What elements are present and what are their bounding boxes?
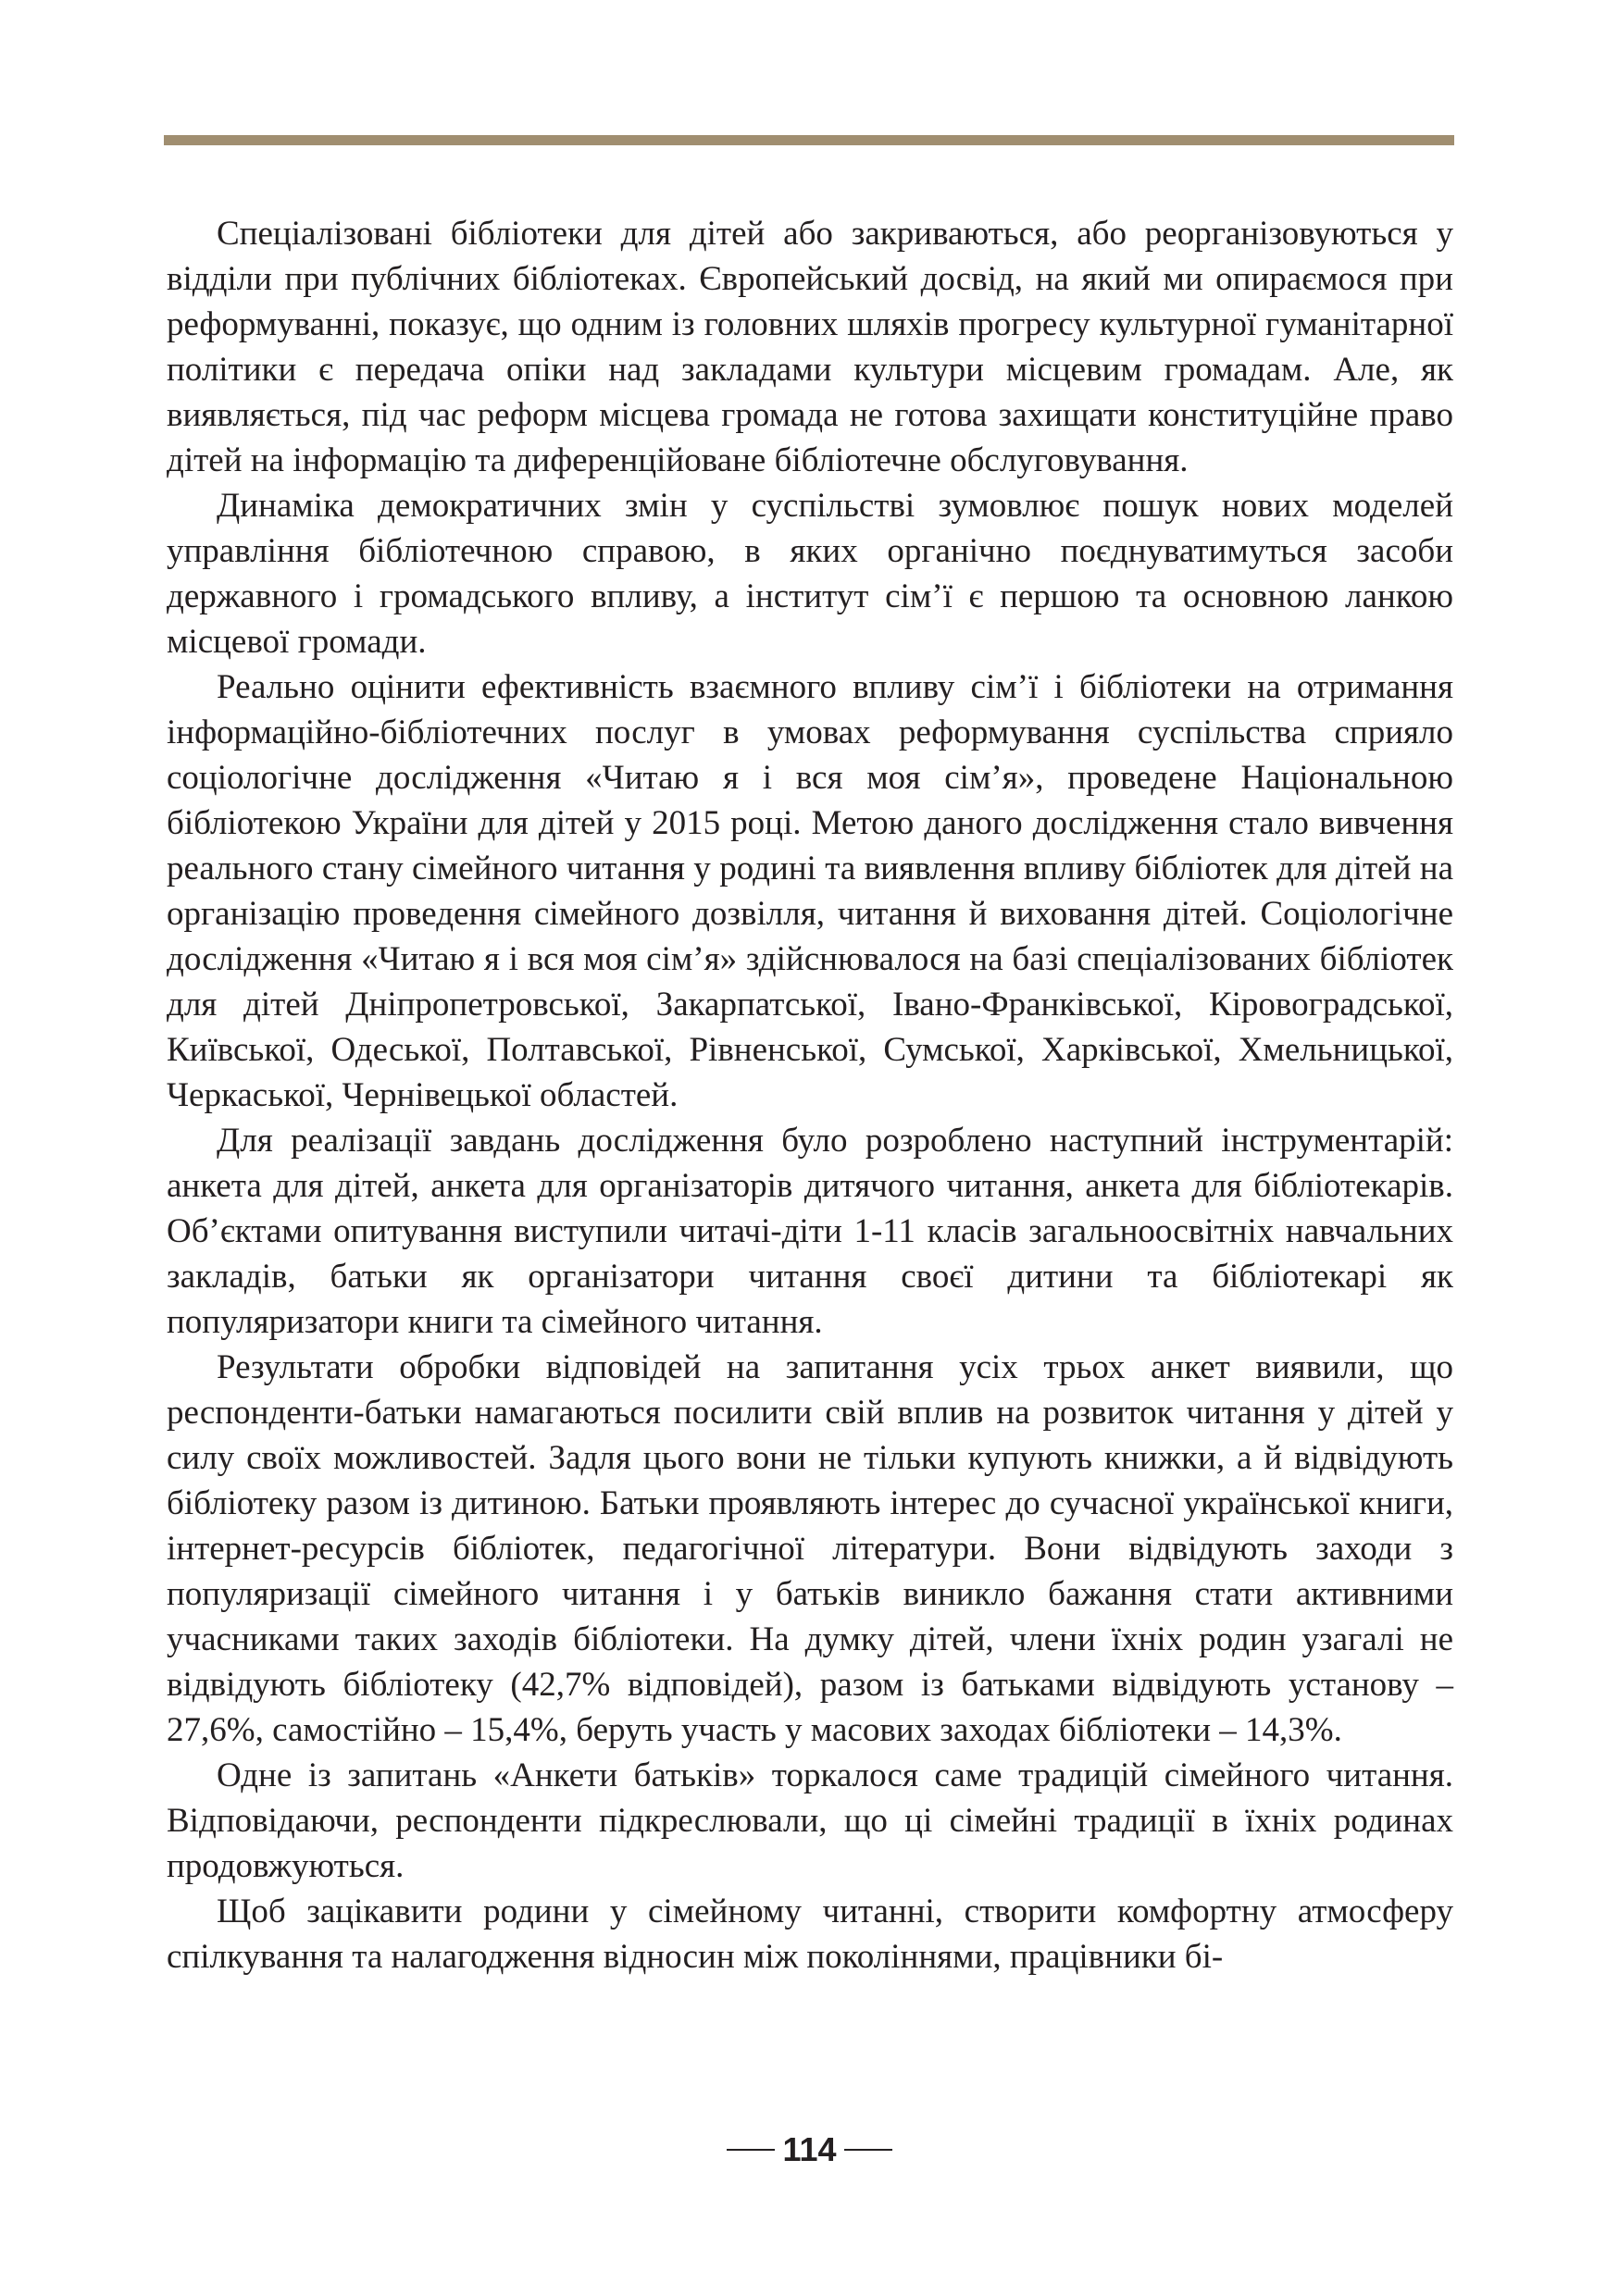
header-rule	[164, 135, 1454, 145]
page-number: 114	[782, 2130, 837, 2168]
paragraph: Щоб зацікавити родини у сімейному читанні, створити комфортну атмосферу спілкування та налагодження відносин між поколіннями, працівники бі-	[167, 1893, 1453, 1976]
paragraph: Спеціалізовані бібліотеки для дітей або закриваються, або реорганізовуються у відділи при публічних бібліотеках. Європейський досвід, на який ми опираємося при реформуванні, показує, що одним із головних шляхів прогресу культурної гуманітарної політики є передача опіки над закладами культури місцевим громадам. Але, як виявляється, під час реформ місцева громада не готова захищати конституційне право дітей на інформацію та диференційоване бібліотечне обслуговування.	[167, 215, 1453, 479]
page-footer	[0, 2127, 1619, 2173]
paragraph: Динаміка демократичних змін у суспільстві зумовлює пошук нових моделей управління бібліотечною справою, в яких органічно поєднуватимуться засоби державного і громадського впливу, а інститут сім’ї є першою та основною ланкою місцевої громади.	[167, 487, 1453, 661]
paragraph: Результати обробки відповідей на запитання усіх трьох анкет виявили, що респонденти-батьки намагаються посилити свій вплив на розвиток читання у дітей у силу своїх можливостей. Задля цього вони не тільки купують книжки, а й відвідують бібліотеку разом із дитиною. Батьки проявляють інтерес до сучасної української книги, інтернет-ресурсів бібліотек, педагогічної літератури. Вони відвідують заходи з популяризації сімейного читання і у батьків виникло бажання стати активними учасниками таких заходів бібліотеки. На думку дітей, члени їхніх родин узагалі не відвідують бібліотеку (42,7% відповідей), разом із батьками відвідують установу – 27,6%, самостійно – 15,4%, беруть участь у масових заходах бібліотеки – 14,3%.	[167, 1348, 1453, 1749]
paragraph: Одне із запитань «Анкети батьків» торкалося саме традицій сімейного читання. Відповідаючи, респонденти підкреслювали, що ці сімейні традиції в їхніх родинах продовжуються.	[167, 1756, 1453, 1885]
body-text	[167, 211, 1453, 1980]
footer-dash-left	[727, 2149, 775, 2151]
paragraph: Для реалізації завдань дослідження було розроблено наступний інструментарій: анкета для дітей, анкета для організаторів дитячого читання, анкета для бібліотекарів. Об’єктами опитування виступили читачі-діти 1-11 класів загальноосвітніх навчальних закладів, батьки як організатори читання своєї дитини та бібліотекарі як популяризатори книги та сімейного читання.	[167, 1122, 1453, 1341]
footer-dash-right	[844, 2149, 892, 2151]
paragraph: Реально оцінити ефективність взаємного впливу сім’ї і бібліотеки на отримання інформаційно-бібліотечних послуг в умовах реформування суспільства сприяло соціологічне дослідження «Читаю я і вся моя сім’я», проведене Національною бібліотекою України для дітей у 2015 році. Метою даного дослідження стало вивчення реального стану сімейного читання у родині та виявлення впливу бібліотек для дітей на організацію проведення сімейного дозвілля, читання й виховання дітей. Соціологічне дослідження «Читаю я і вся моя сім’я» здійснювалося на базі спеціалізованих бібліотек для дітей Дніпропетровської, Закарпатської, Івано-Франківської, Кіровоградської, Київської, Одеської, Полтавської, Рівненської, Сумської, Харківської, Хмельницької, Черкаської, Чернівецької областей.	[167, 668, 1453, 1114]
